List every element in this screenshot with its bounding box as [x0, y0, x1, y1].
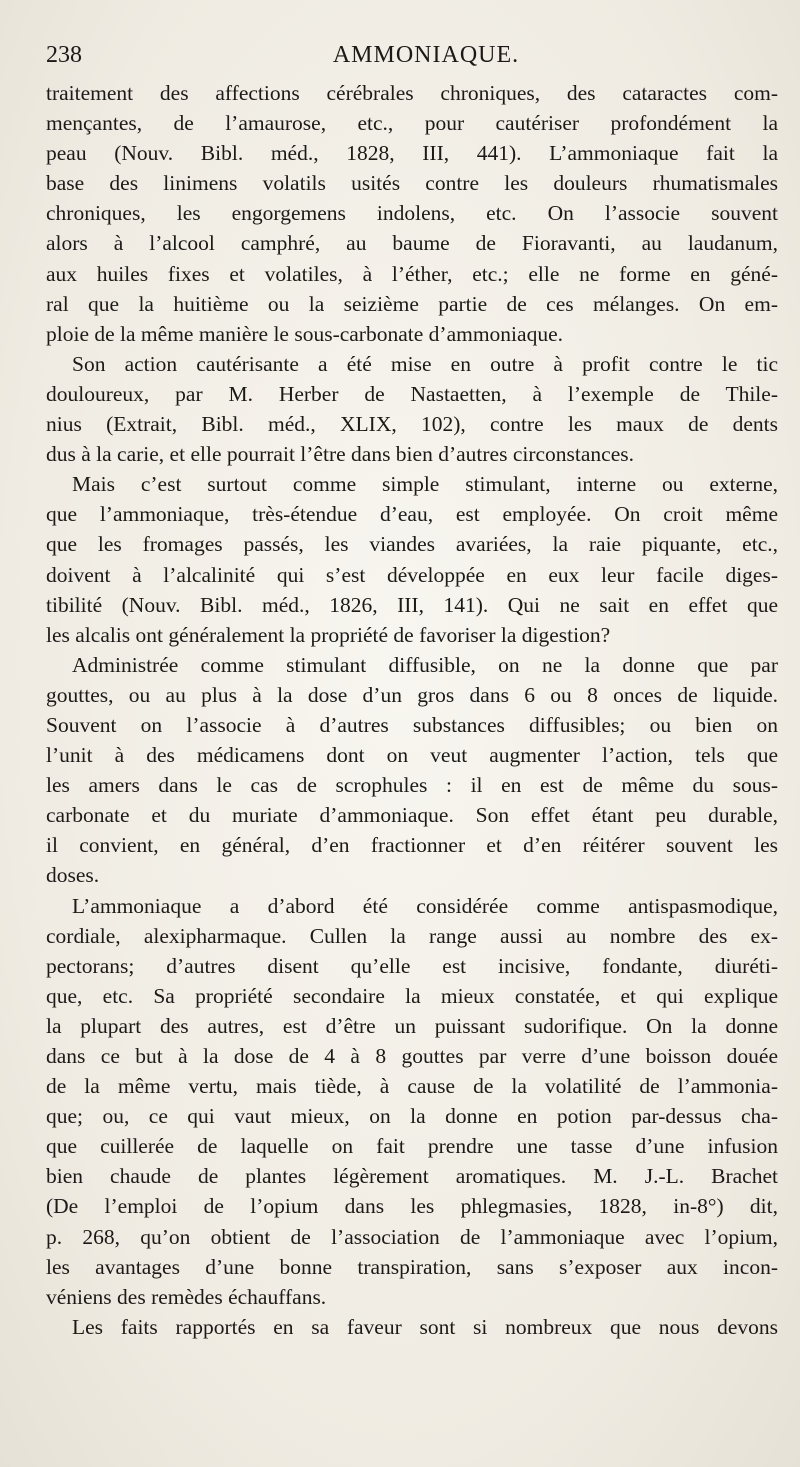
text-line: que l’ammoniaque, très-étendue d’eau, est employée. On croit même	[46, 502, 778, 527]
text-line: que cuillerée de laquelle on fait prendre une tasse d’une infusion	[46, 1134, 778, 1159]
text-line: il convient, en général, d’en fractionner et d’en réitérer souvent les	[46, 833, 778, 858]
text-line: chroniques, les engorgemens indolens, etc. On l’associe souvent	[46, 201, 778, 226]
text-line: les alcalis ont généralement la propriété de favoriser la digestion?	[46, 622, 611, 647]
text-line: dans ce but à la dose de 4 à 8 gouttes par verre d’une boisson douée	[46, 1044, 778, 1068]
text-line: la plupart des autres, est d’être un puissant sudorifique. On la donne	[46, 1013, 778, 1038]
text-line: les amers dans le cas de scrophules : il en est de même du sous-	[46, 773, 778, 798]
text-line: (De l’emploi de l’opium dans les phlegmasies, 1828, in-8°) dit,	[46, 1194, 778, 1219]
text-line: alors à l’alcool camphré, au baume de Fioravanti, au laudanum,	[46, 231, 778, 256]
text-line: tibilité (Nouv. Bibl. méd., 1826, III, 141). Qui ne sait en effet que	[46, 592, 778, 617]
text-line: que; ou, ce qui vaut mieux, on la donne en potion par-dessus cha-	[46, 1104, 778, 1129]
text-line: Mais c’est surtout comme simple stimulant, interne ou externe,	[72, 472, 778, 497]
text-line: L’ammoniaque a d’abord été considérée comme antispasmodique,	[72, 893, 778, 918]
text-line: Souvent on l’associe à d’autres substances diffusibles; ou bien on	[46, 712, 778, 737]
text-line: nius (Extrait, Bibl. méd., XLIX, 102), contre les maux de dents	[46, 412, 778, 437]
text-line: base des linimens volatils usités contre les douleurs rhumatismales	[46, 171, 778, 196]
page-header	[46, 42, 776, 78]
text-line: ral que la huitième ou la seizième partie de ces mélanges. On em-	[46, 291, 778, 316]
text-line: mençantes, de l’amaurose, etc., pour cautériser profondément la	[46, 111, 778, 136]
text-line: ploie de la même manière le sous-carbonate d’ammoniaque.	[46, 321, 563, 346]
text-line: que, etc. Sa propriété secondaire la mieux constatée, et qui explique	[46, 983, 778, 1008]
text-line: les avantages d’une bonne transpiration, sans s’exposer aux incon-	[46, 1254, 778, 1279]
text-line: dus à la carie, et elle pourrait l’être dans bien d’autres circonstances.	[46, 442, 634, 467]
text-line: pectorans; d’autres disent qu’elle est incisive, fondante, diuréti-	[46, 953, 778, 978]
text-line: véniens des remèdes échauffans.	[46, 1284, 327, 1309]
text-line: Les faits rapportés en sa faveur sont si nombreux que nous devons	[72, 1314, 778, 1339]
text-line: peau (Nouv. Bibl. méd., 1828, III, 441). L’ammoniaque fait la	[46, 141, 778, 166]
text-line: aux huiles fixes et volatiles, à l’éther, etc.; elle ne forme en géné-	[46, 261, 778, 286]
text-line: bien chaude de plantes légèrement aromatiques. M. J.-L. Brachet	[46, 1164, 778, 1189]
text-line: doses.	[46, 863, 100, 888]
page-number: 238	[46, 42, 82, 68]
text-line: traitement des affections cérébrales chroniques, des cataractes com-	[46, 81, 778, 105]
text-line: l’unit à des médicamens dont on veut augmenter l’action, tels que	[46, 743, 778, 768]
text-line: de la même vertu, mais tiède, à cause de la volatilité de l’ammonia-	[46, 1074, 778, 1099]
body-text	[46, 78, 778, 1342]
text-line: Administrée comme stimulant diffusible, on ne la donne que par	[72, 652, 778, 677]
text-line: p. 268, qu’on obtient de l’association de l’ammoniaque avec l’opium,	[46, 1224, 778, 1249]
text-line: carbonate et du muriate d’ammoniaque. Son effet étant peu durable,	[46, 803, 778, 828]
text-line: gouttes, ou au plus à la dose d’un gros dans 6 ou 8 onces de liquide.	[46, 682, 778, 707]
running-title: AMMONIAQUE.	[332, 42, 520, 68]
text-line: doivent à l’alcalinité qui s’est développée en eux leur facile diges-	[46, 562, 778, 587]
text-line: Son action cautérisante a été mise en outre à profit contre le tic	[72, 351, 778, 376]
text-line: cordiale, alexipharmaque. Cullen la range aussi au nombre des ex-	[46, 923, 778, 948]
text-line: que les fromages passés, les viandes avariées, la raie piquante, etc.,	[46, 532, 778, 557]
text-line: douloureux, par M. Herber de Nastaetten, à l’exemple de Thile-	[46, 381, 778, 406]
